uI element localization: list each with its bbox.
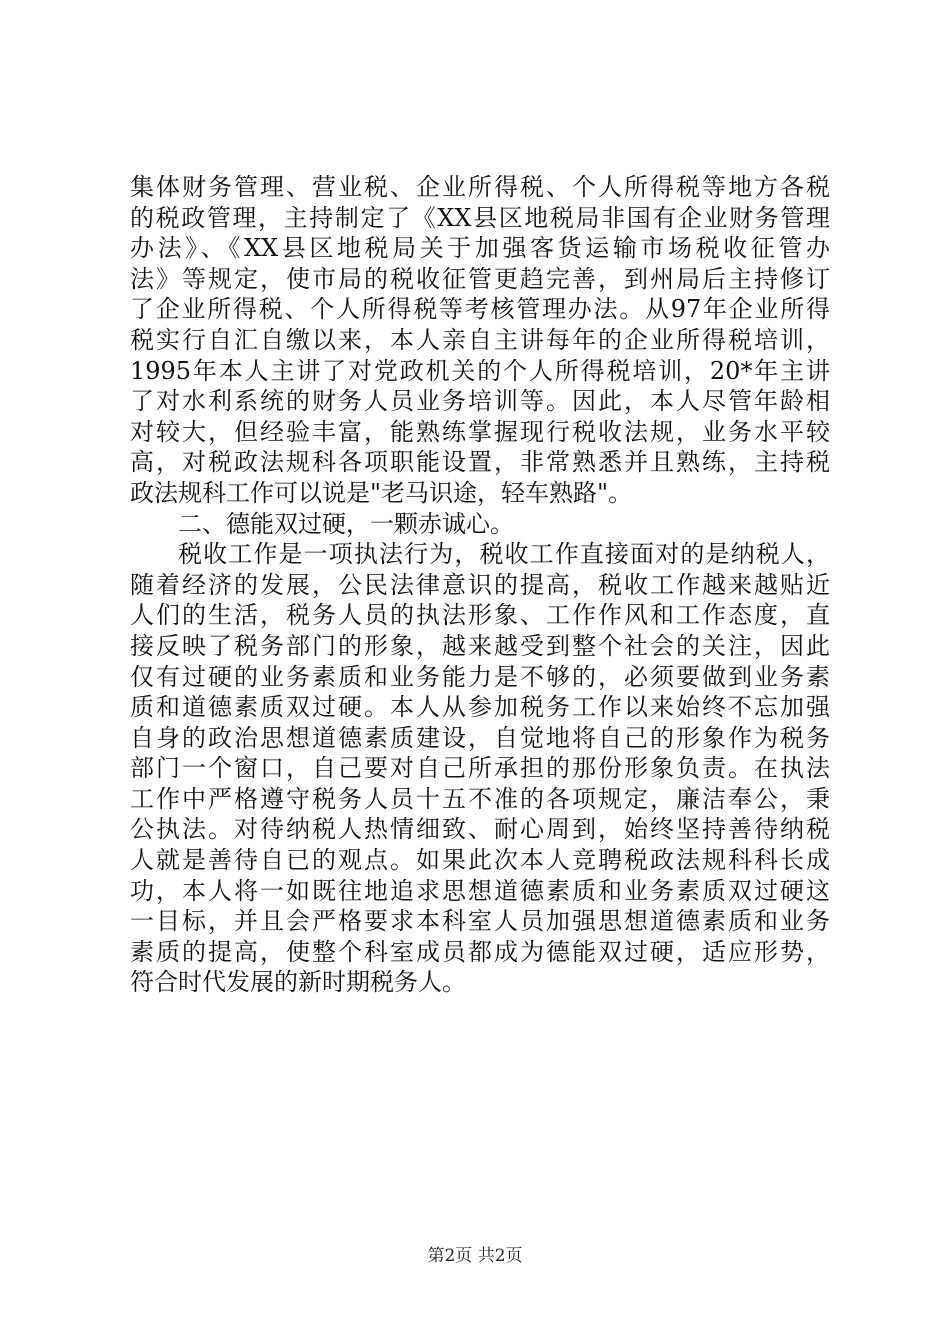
text-line: 随着经济的发展，公民法律意识的提高，税收工作越来越贴近 <box>130 570 830 599</box>
page-footer <box>0 1244 950 1268</box>
text-line: 工作中严格遵守税务人员十五不准的各项规定，廉洁奉公，秉 <box>130 784 830 813</box>
text-line: 接反映了税务部门的形象，越来越受到整个社会的关注，因此 <box>130 631 830 660</box>
text-line: 自身的政治思想道德素质建设，自觉地将自己的形象作为税务 <box>130 723 830 752</box>
text-line: 税收工作是一项执法行为，税收工作直接面对的是纳税人， <box>178 540 830 569</box>
text-line: 集体财务管理、营业税、企业所得税、个人所得税等地方各税 <box>130 173 830 201</box>
section-heading <box>130 509 830 540</box>
text-line: 部门一个窗口，自己要对自己所承担的那份形象负责。在执法 <box>130 754 830 783</box>
text-line: 对较大，但经验丰富，能熟练掌握现行税收法规，业务水平较 <box>130 417 830 446</box>
text-line: 了企业所得税、个人所得税等考核管理办法。从97年企业所得 <box>130 295 830 324</box>
text-line: 符合时代发展的新时期税务人。 <box>130 968 466 997</box>
text-line: 人们的生活，税务人员的执法形象、工作作风和工作态度，直 <box>130 601 830 630</box>
text-line: 了对水利系统的财务人员业务培训等。因此，本人尽管年龄相 <box>130 387 830 416</box>
text-line: 质和道德素质双过硬。本人从参加税务工作以来始终不忘加强 <box>130 693 830 722</box>
text-line: 1995年本人主讲了对党政机关的个人所得税培训，20*年主讲 <box>130 356 830 385</box>
text-line: 仅有过硬的业务素质和业务能力是不够的，必须要做到业务素 <box>130 662 830 691</box>
text-line: 的税政管理，主持制定了《XX县区地税局非国有企业财务管理 <box>130 203 830 232</box>
text-line: 人就是善待自已的观点。如果此次本人竞聘税政法规科科长成 <box>130 846 830 875</box>
text-line: 法》等规定，使市局的税收征管更趋完善，到州局后主持修订 <box>130 264 830 293</box>
text-line: 高，对税政法规科各项职能设置，非常熟悉并且熟练，主持税 <box>130 448 830 477</box>
text-line: 政法规科工作可以说是"老马识途，轻车熟路"。 <box>130 478 633 507</box>
text-line: 办法》、《XX县区地税局关于加强客货运输市场税收征管办 <box>130 234 830 263</box>
text-line: 功，本人将一如既往地追求思想道德素质和业务素质双过硬这 <box>130 876 830 905</box>
paragraph <box>130 172 830 509</box>
document-body <box>130 172 830 998</box>
text-line: 公执法。对待纳税人热情细致、耐心周到，始终坚持善待纳税 <box>130 815 830 844</box>
text-line: 素质的提高，使整个科室成员都成为德能双过硬，适应形势， <box>130 937 830 966</box>
page-number-label: 第2页 共2页 <box>427 1246 523 1266</box>
text-line: 税实行自汇自缴以来，本人亲自主讲每年的企业所得税培训， <box>130 325 830 354</box>
text-line: 一目标，并且会严格要求本科室人员加强思想道德素质和业务 <box>130 907 830 936</box>
text-line: 二、德能双过硬，一颗赤诚心。 <box>178 509 514 538</box>
paragraph <box>130 539 830 998</box>
